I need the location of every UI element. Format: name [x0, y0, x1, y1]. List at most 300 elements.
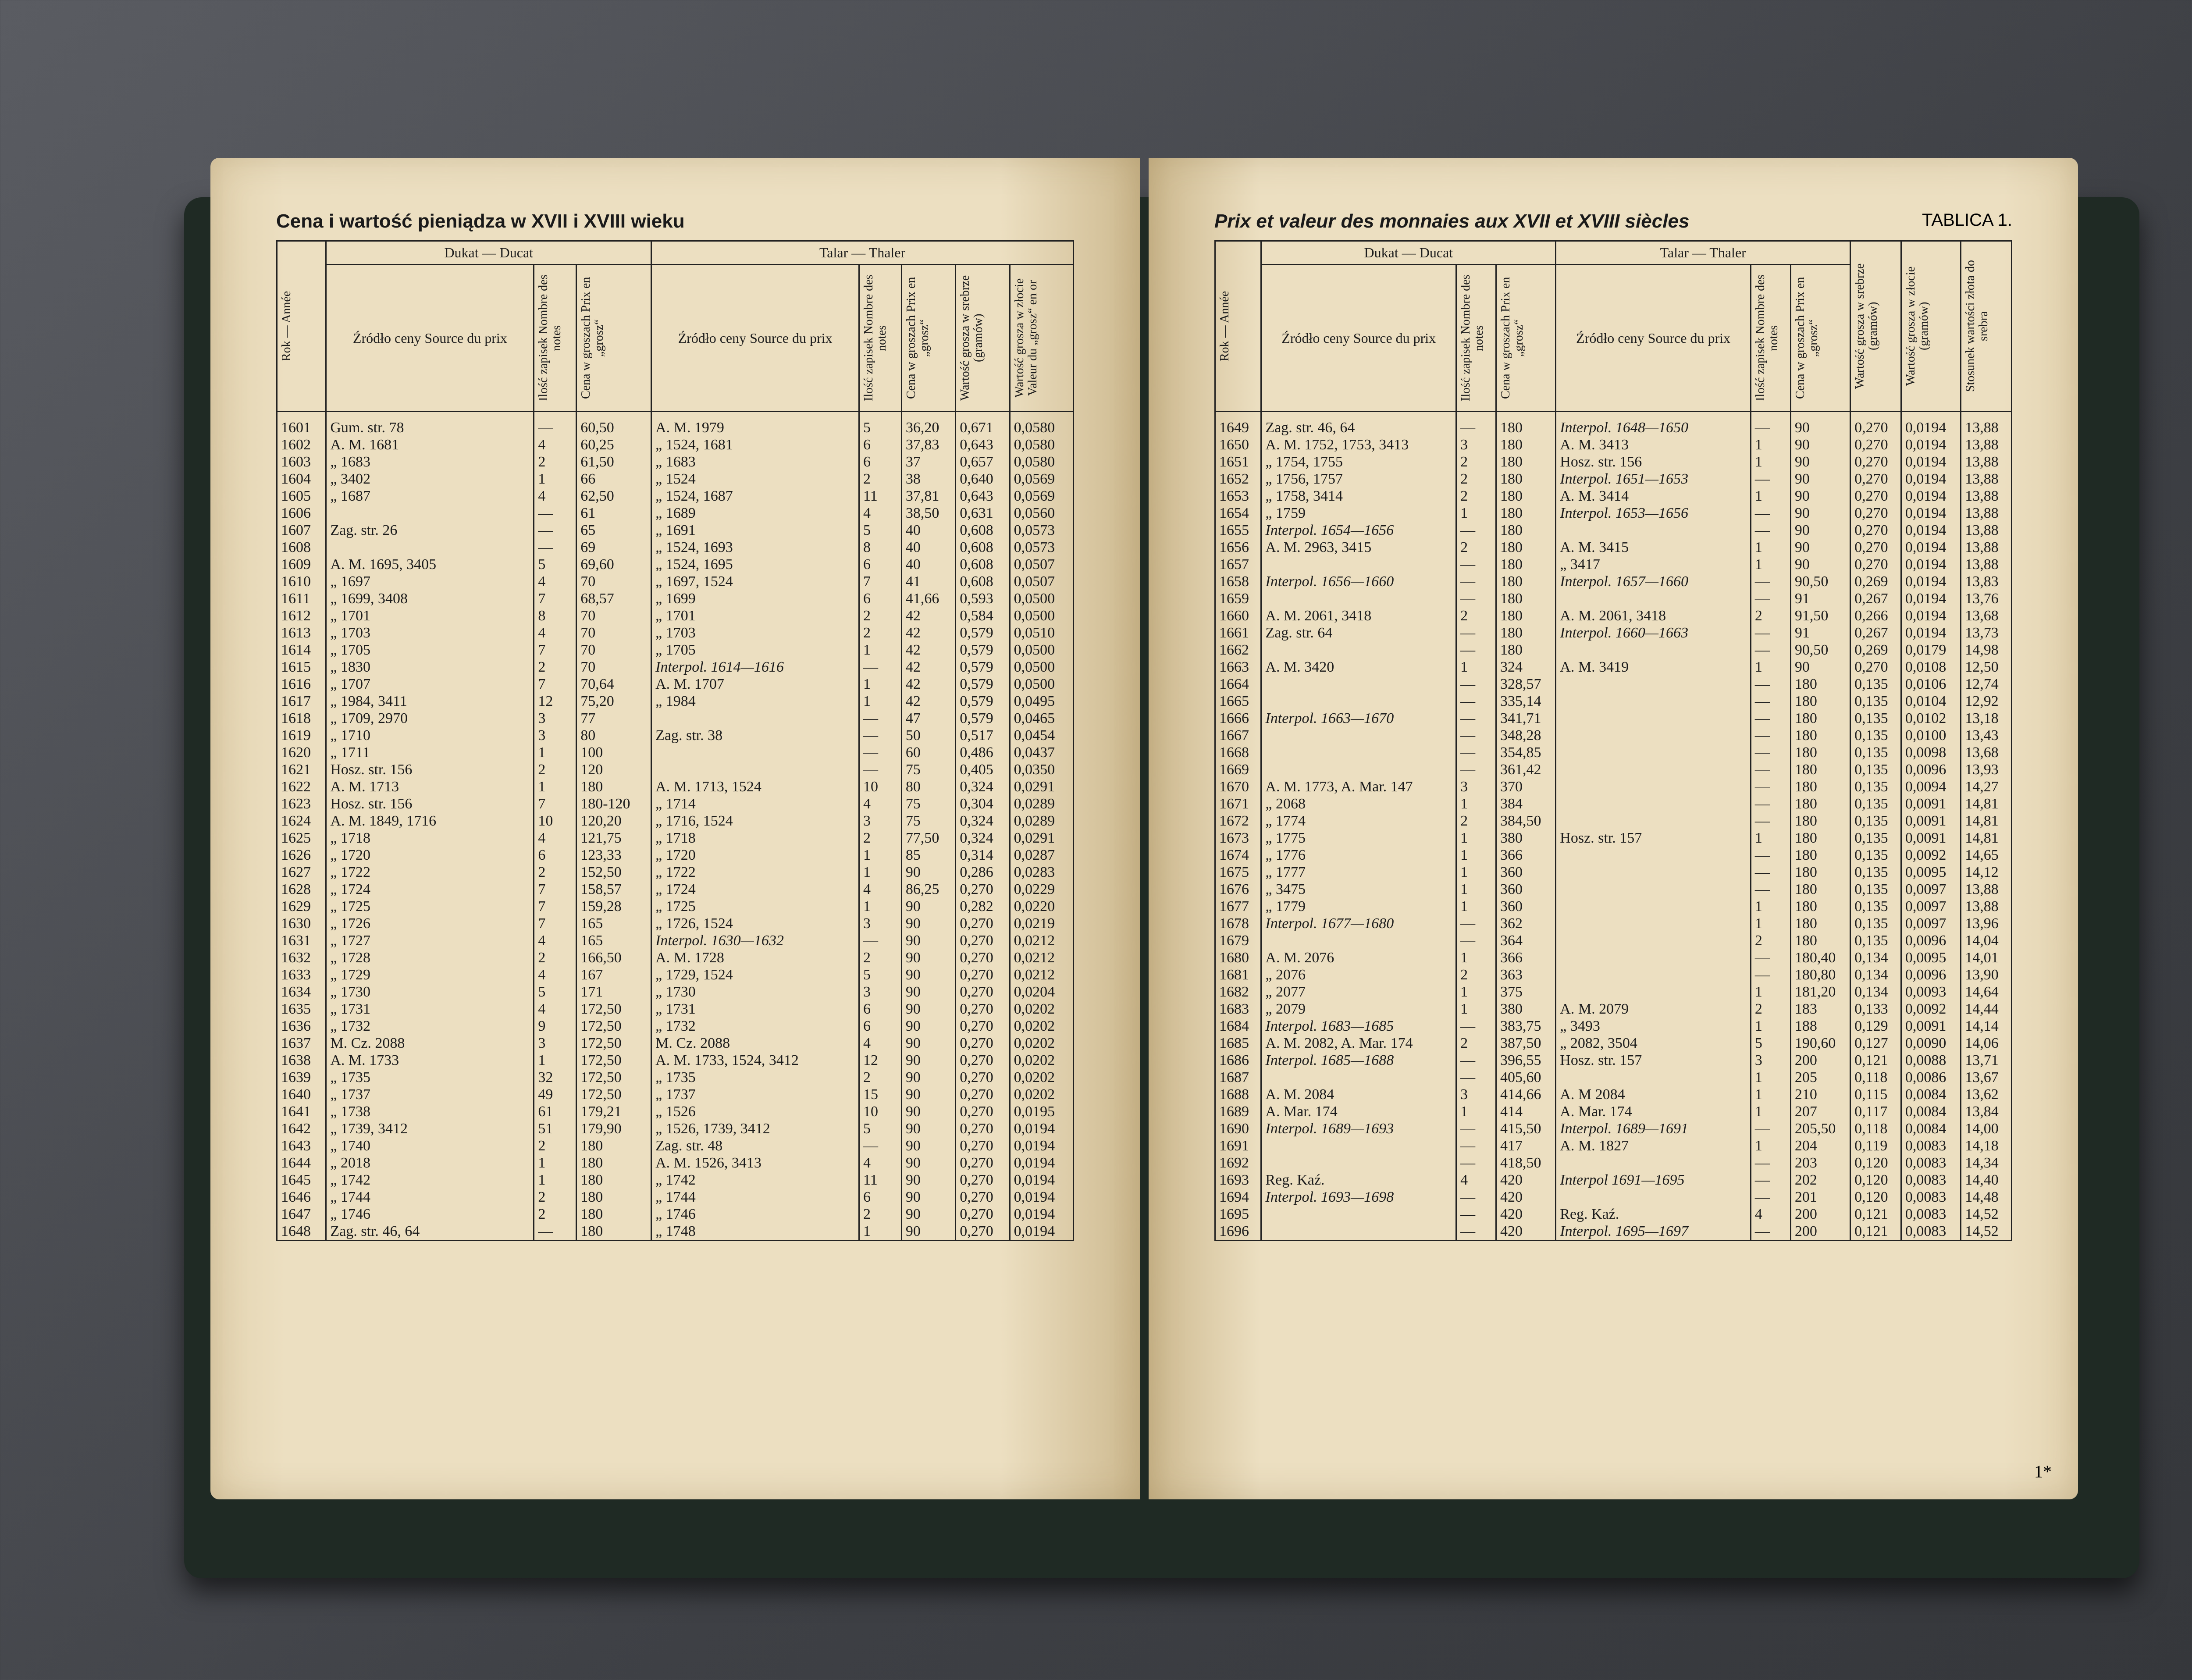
table-cell: — — [1456, 1069, 1496, 1086]
table-cell: 0,0194 — [1901, 573, 1961, 590]
table-cell: 70 — [576, 607, 651, 624]
table-cell: 1 — [859, 693, 902, 710]
table-cell: 328,57 — [1496, 676, 1555, 693]
table-cell: 1607 — [277, 522, 326, 539]
table-cell: 0,282 — [956, 898, 1010, 915]
table-cell: 11 — [859, 488, 902, 505]
table-cell: 363 — [1496, 966, 1555, 983]
table-cell: 41,66 — [901, 590, 955, 607]
table-row — [1215, 966, 2012, 983]
table-cell — [1261, 1223, 1456, 1241]
table-cell: 90 — [901, 949, 955, 966]
table-cell: 14,52 — [1961, 1206, 2012, 1223]
table-cell: 13,88 — [1961, 539, 2012, 556]
table-cell: „ 1709, 2970 — [326, 710, 534, 727]
table-cell — [1556, 864, 1751, 881]
table-cell: 90 — [901, 1189, 955, 1206]
table-cell: 0,134 — [1850, 949, 1901, 966]
table-cell: 370 — [1496, 778, 1555, 795]
table-cell: 1 — [1456, 983, 1496, 1000]
table-cell: 6 — [534, 847, 576, 864]
table-cell: 90 — [901, 1154, 955, 1171]
table-cell: „ 1524, 1693 — [651, 539, 859, 556]
table-cell: 2 — [1456, 539, 1496, 556]
table-cell: 61,50 — [576, 453, 651, 470]
table-cell: 0,579 — [956, 658, 1010, 676]
table-cell: 171 — [576, 983, 651, 1000]
table-cell: 5 — [534, 556, 576, 573]
table-cell — [1261, 761, 1456, 778]
table-cell: „ 1524, 1681 — [651, 436, 859, 453]
table-cell: Zag. str. 38 — [651, 727, 859, 744]
table-cell: 4 — [859, 505, 902, 522]
table-row — [1215, 1154, 2012, 1171]
table-cell: 0,0194 — [1010, 1120, 1073, 1137]
table-cell: 0,0500 — [1010, 658, 1073, 676]
table-cell: 2 — [534, 1137, 576, 1154]
table-row — [277, 932, 1074, 949]
table-cell: A. M. 1681 — [326, 436, 534, 453]
table-cell: 5 — [1751, 1035, 1790, 1052]
table-cell: 14,34 — [1961, 1154, 2012, 1171]
table-cell: 0,0500 — [1010, 676, 1073, 693]
table-cell: 180 — [1790, 915, 1850, 932]
table-cell: „ 1714 — [651, 795, 859, 812]
table-cell: „ 1740 — [326, 1137, 534, 1154]
table-cell — [1556, 1069, 1751, 1086]
table-cell: 0,0291 — [1010, 778, 1073, 795]
table-cell: 1658 — [1215, 573, 1261, 590]
table-cell: 1 — [859, 864, 902, 881]
table-cell: Hosz. str. 156 — [326, 761, 534, 778]
table-cell: 420 — [1496, 1189, 1555, 1206]
table-cell: 90 — [901, 1137, 955, 1154]
table-cell: 172,50 — [576, 1086, 651, 1103]
table-row — [1215, 1018, 2012, 1035]
table-row — [1215, 761, 2012, 778]
table-cell: 7 — [859, 573, 902, 590]
table-row — [1215, 1189, 2012, 1206]
table-cell: 70 — [576, 641, 651, 658]
table-cell: 70 — [576, 624, 651, 641]
table-cell: 0,135 — [1850, 761, 1901, 778]
table-cell: 1622 — [277, 778, 326, 795]
table-cell: 0,135 — [1850, 727, 1901, 744]
table-cell: — — [1751, 693, 1790, 710]
table-cell: 0,671 — [956, 412, 1010, 437]
table-cell: 120 — [576, 761, 651, 778]
table-cell: 1627 — [277, 864, 326, 881]
col-year: Rok — Année — [1215, 241, 1261, 412]
table-cell: 383,75 — [1496, 1018, 1555, 1035]
table-cell: „ 1689 — [651, 505, 859, 522]
table-cell: „ 1703 — [326, 624, 534, 641]
table-cell: Zag. str. 64 — [1261, 624, 1456, 641]
table-cell: 0,0194 — [1901, 607, 1961, 624]
table-cell — [1261, 676, 1456, 693]
table-cell: 1646 — [277, 1189, 326, 1206]
table-cell: A. M. 2076 — [1261, 949, 1456, 966]
table-cell: 0,270 — [956, 966, 1010, 983]
table-cell: 179,21 — [576, 1103, 651, 1120]
table-cell: 0,579 — [956, 693, 1010, 710]
table-cell: 180 — [1790, 744, 1850, 761]
table-cell: 0,270 — [956, 1018, 1010, 1035]
table-cell: 1675 — [1215, 864, 1261, 881]
table-cell: 180 — [1496, 436, 1555, 453]
table-cell: „ 1729, 1524 — [651, 966, 859, 983]
table-cell: 13,90 — [1961, 966, 2012, 983]
table-cell: „ 1730 — [651, 983, 859, 1000]
table-cell: 1693 — [1215, 1171, 1261, 1189]
table-cell: 0,269 — [1850, 641, 1901, 658]
table-cell: 0,135 — [1850, 932, 1901, 949]
table-row — [277, 864, 1074, 881]
table-cell: A. M. 2082, A. Mar. 174 — [1261, 1035, 1456, 1052]
table-cell: „ 1703 — [651, 624, 859, 641]
table-cell: „ 1711 — [326, 744, 534, 761]
table-cell: 1605 — [277, 488, 326, 505]
table-cell: 1612 — [277, 607, 326, 624]
table-row — [277, 1000, 1074, 1018]
table-cell: — — [1751, 1223, 1790, 1241]
table-cell: 14,04 — [1961, 932, 2012, 949]
table-cell — [1261, 556, 1456, 573]
table-cell: Zag. str. 46, 64 — [326, 1223, 534, 1241]
table-cell: — — [1456, 1052, 1496, 1069]
table-cell: 172,50 — [576, 1000, 651, 1018]
table-cell — [1556, 812, 1751, 829]
table-cell: 0,0495 — [1010, 693, 1073, 710]
table-cell: 1682 — [1215, 983, 1261, 1000]
table-cell: 207 — [1790, 1103, 1850, 1120]
table-cell: 90 — [901, 864, 955, 881]
table-cell: 14,18 — [1961, 1137, 2012, 1154]
table-cell — [1556, 949, 1751, 966]
table-cell: — — [1751, 761, 1790, 778]
table-cell: 0,0202 — [1010, 1069, 1073, 1086]
table-cell — [1556, 966, 1751, 983]
table-cell: 41 — [901, 573, 955, 590]
table-row — [1215, 488, 2012, 505]
table-cell: 8 — [859, 539, 902, 556]
table-cell: 9 — [534, 1018, 576, 1035]
table-cell: — — [1456, 932, 1496, 949]
table-cell: 0,270 — [956, 1171, 1010, 1189]
table-cell: Interpol. 1663—1670 — [1261, 710, 1456, 727]
table-cell: 0,121 — [1850, 1052, 1901, 1069]
table-cell: 1678 — [1215, 915, 1261, 932]
table-cell: 11 — [859, 1171, 902, 1189]
table-cell: 0,270 — [1850, 539, 1901, 556]
table-cell: Interpol. 1660—1663 — [1556, 624, 1751, 641]
table-cell: 172,50 — [576, 1035, 651, 1052]
table-cell: 180 — [1496, 453, 1555, 470]
table-cell: 90 — [1790, 505, 1850, 522]
table-cell: 1623 — [277, 795, 326, 812]
right-page — [1149, 158, 2078, 1499]
table-row — [1215, 539, 2012, 556]
table-cell: 0,118 — [1850, 1069, 1901, 1086]
table-cell: 0,0084 — [1901, 1086, 1961, 1103]
table-cell: 1645 — [277, 1171, 326, 1189]
table-cell: 1 — [534, 744, 576, 761]
table-row — [277, 966, 1074, 983]
table-cell: 90 — [901, 1120, 955, 1137]
table-cell: Hosz. str. 157 — [1556, 829, 1751, 847]
table-row — [277, 1154, 1074, 1171]
table-cell: 360 — [1496, 898, 1555, 915]
table-cell: „ 1732 — [326, 1018, 534, 1035]
table-cell: 0,270 — [956, 915, 1010, 932]
table-cell: 1647 — [277, 1206, 326, 1223]
table-cell: 0,486 — [956, 744, 1010, 761]
table-cell: „ 1746 — [326, 1206, 534, 1223]
table-cell: 180 — [576, 1223, 651, 1241]
table-cell: „ 1774 — [1261, 812, 1456, 829]
table-cell: 0,270 — [956, 1154, 1010, 1171]
table-cell: 90 — [901, 983, 955, 1000]
table-cell: 13,76 — [1961, 590, 2012, 607]
table-cell: 180 — [1790, 727, 1850, 744]
table-cell: 0,579 — [956, 676, 1010, 693]
table-cell: 0,121 — [1850, 1206, 1901, 1223]
table-cell: 2 — [534, 949, 576, 966]
table-cell: 1662 — [1215, 641, 1261, 658]
table-cell: 3 — [534, 1035, 576, 1052]
table-cell: 0,631 — [956, 505, 1010, 522]
table-cell: 0,135 — [1850, 829, 1901, 847]
left-page-title: Cena i wartość pieniądza w XVII i XVIII wieku — [276, 210, 685, 232]
table-cell: „ 1727 — [326, 932, 534, 949]
table-row — [1215, 573, 2012, 590]
table-cell: 1616 — [277, 676, 326, 693]
table-cell: 152,50 — [576, 864, 651, 881]
table-cell: 0,0091 — [1901, 1018, 1961, 1035]
table-cell: 2 — [1456, 1035, 1496, 1052]
table-cell: 0,135 — [1850, 864, 1901, 881]
table-cell: 5 — [859, 412, 902, 437]
table-cell: — — [1456, 676, 1496, 693]
table-cell: 49 — [534, 1086, 576, 1103]
table-row — [277, 778, 1074, 795]
table-cell: 6 — [859, 590, 902, 607]
table-cell: 415,50 — [1496, 1120, 1555, 1137]
table-cell: 1673 — [1215, 829, 1261, 847]
col-gold: Wartość grosza w złocie Valeur du „grosz“ en or — [1010, 265, 1073, 412]
table-cell: 10 — [859, 1103, 902, 1120]
table-cell: 2 — [859, 1206, 902, 1223]
table-row — [277, 1103, 1074, 1120]
table-cell: — — [1751, 847, 1790, 864]
table-cell: 0,270 — [956, 1103, 1010, 1120]
table-cell: 1636 — [277, 1018, 326, 1035]
table-cell: 1 — [859, 847, 902, 864]
table-cell: 158,57 — [576, 881, 651, 898]
table-cell: 0,270 — [956, 1120, 1010, 1137]
table-cell — [326, 539, 534, 556]
table-cell: 1650 — [1215, 436, 1261, 453]
table-row — [277, 505, 1074, 522]
table-cell: Zag. str. 48 — [651, 1137, 859, 1154]
table-row — [277, 744, 1074, 761]
table-cell: 0,0573 — [1010, 522, 1073, 539]
table-cell: 0,270 — [956, 1000, 1010, 1018]
table-cell: „ 1776 — [1261, 847, 1456, 864]
table-cell: 13,96 — [1961, 915, 2012, 932]
table-cell: 1 — [534, 1052, 576, 1069]
table-cell: 0,0096 — [1901, 932, 1961, 949]
table-cell: 8 — [534, 607, 576, 624]
table-cell: 1644 — [277, 1154, 326, 1171]
table-cell: 75 — [901, 812, 955, 829]
table-cell: 0,0091 — [1901, 829, 1961, 847]
table-row — [277, 795, 1074, 812]
table-cell: 420 — [1496, 1223, 1555, 1241]
table-row — [277, 470, 1074, 488]
table-cell: 70 — [576, 573, 651, 590]
table-cell: — — [1751, 624, 1790, 641]
table-row — [277, 412, 1074, 437]
table-cell: 3 — [1751, 1052, 1790, 1069]
table-cell: A. M. 3413 — [1556, 436, 1751, 453]
table-cell: 1643 — [277, 1137, 326, 1154]
table-row — [1215, 744, 2012, 761]
table-cell: A. M. 1733 — [326, 1052, 534, 1069]
table-cell: 7 — [534, 590, 576, 607]
col-group-thaler: Talar — Thaler — [651, 241, 1074, 265]
table-cell — [1556, 898, 1751, 915]
table-cell: 0,0194 — [1010, 1223, 1073, 1241]
table-cell: 1 — [859, 676, 902, 693]
table-cell: 0,643 — [956, 488, 1010, 505]
col-price: Cena w groszach Prix en „grosz“ — [901, 265, 955, 412]
table-cell: 42 — [901, 624, 955, 641]
table-cell — [1556, 915, 1751, 932]
table-cell: — — [859, 932, 902, 949]
table-cell: 0,0094 — [1901, 778, 1961, 795]
table-cell: — — [1456, 744, 1496, 761]
table-cell: 0,0194 — [1010, 1171, 1073, 1189]
table-cell: 0,118 — [1850, 1120, 1901, 1137]
table-cell: — — [1751, 641, 1790, 658]
table-cell: 335,14 — [1496, 693, 1555, 710]
table-cell: 362 — [1496, 915, 1555, 932]
table-cell: 180 — [576, 1137, 651, 1154]
table-cell: 1 — [534, 1171, 576, 1189]
table-cell: 210 — [1790, 1086, 1850, 1103]
table-cell: „ 1710 — [326, 727, 534, 744]
table-cell: 14,01 — [1961, 949, 2012, 966]
table-cell: 0,270 — [1850, 453, 1901, 470]
table-cell: „ 1705 — [651, 641, 859, 658]
table-cell: „ 1984, 3411 — [326, 693, 534, 710]
table-cell: „ 1716, 1524 — [651, 812, 859, 829]
table-cell: 0,270 — [1850, 658, 1901, 676]
table-cell: 180 — [1496, 641, 1555, 658]
table-cell: 0,0569 — [1010, 488, 1073, 505]
table-cell: A. M. 1849, 1716 — [326, 812, 534, 829]
table-cell: „ 2018 — [326, 1154, 534, 1171]
table-cell: 37,83 — [901, 436, 955, 453]
table-cell: 180 — [1496, 412, 1555, 437]
table-cell: 366 — [1496, 949, 1555, 966]
table-cell: 14,44 — [1961, 1000, 2012, 1018]
table-cell: 15 — [859, 1086, 902, 1103]
table-cell: 1 — [1751, 658, 1790, 676]
table-cell: A. M. 2084 — [1261, 1086, 1456, 1103]
table-cell: 86,25 — [901, 881, 955, 898]
table-cell: — — [1751, 522, 1790, 539]
table-row — [277, 693, 1074, 710]
table-cell: 1659 — [1215, 590, 1261, 607]
table-cell: 91 — [1790, 624, 1850, 641]
table-cell: 13,88 — [1961, 898, 2012, 915]
table-cell: 0,270 — [956, 932, 1010, 949]
table-cell: „ 1718 — [326, 829, 534, 847]
table-cell: 0,0560 — [1010, 505, 1073, 522]
table-cell: 172,50 — [576, 1069, 651, 1086]
table-cell: 1694 — [1215, 1189, 1261, 1206]
table-row — [1215, 658, 2012, 676]
table-cell: „ 1758, 3414 — [1261, 488, 1456, 505]
table-cell: 90 — [1790, 436, 1850, 453]
table-cell: 1695 — [1215, 1206, 1261, 1223]
table-row — [277, 573, 1074, 590]
table-cell: 1637 — [277, 1035, 326, 1052]
table-cell: 180 — [1790, 932, 1850, 949]
table-row — [277, 1206, 1074, 1223]
table-cell: 0,0580 — [1010, 436, 1073, 453]
table-cell: 90 — [1790, 658, 1850, 676]
table-cell: 4 — [1751, 1206, 1790, 1223]
table-cell: 1 — [1456, 881, 1496, 898]
table-cell: — — [859, 658, 902, 676]
table-cell: 1 — [1456, 847, 1496, 864]
table-cell: 0,135 — [1850, 915, 1901, 932]
table-cell: „ 1744 — [651, 1189, 859, 1206]
table-cell: „ 1731 — [651, 1000, 859, 1018]
table-cell: 1608 — [277, 539, 326, 556]
table-cell: A. M. 1827 — [1556, 1137, 1751, 1154]
table-cell: 180 — [1496, 607, 1555, 624]
table-cell: 0,266 — [1850, 607, 1901, 624]
table-cell: „ 1735 — [326, 1069, 534, 1086]
table-row — [1215, 710, 2012, 727]
table-cell: 42 — [901, 693, 955, 710]
table-cell: 0,0091 — [1901, 795, 1961, 812]
table-cell: 0,0100 — [1901, 727, 1961, 744]
table-cell: 13,88 — [1961, 488, 2012, 505]
table-cell: 0,304 — [956, 795, 1010, 812]
table-row — [1215, 607, 2012, 624]
table-cell: „ 2079 — [1261, 1000, 1456, 1018]
table-cell: 7 — [534, 641, 576, 658]
table-cell: 0,0507 — [1010, 556, 1073, 573]
table-row — [277, 1018, 1074, 1035]
table-cell: 0,0510 — [1010, 624, 1073, 641]
table-cell: 180 — [576, 1154, 651, 1171]
table-cell: 1692 — [1215, 1154, 1261, 1171]
table-cell: 1685 — [1215, 1035, 1261, 1052]
table-cell: „ 2082, 3504 — [1556, 1035, 1751, 1052]
table-cell: 3 — [1456, 436, 1496, 453]
table-cell: 38 — [901, 470, 955, 488]
table-cell: Interpol. 1654—1656 — [1261, 522, 1456, 539]
table-cell: 1654 — [1215, 505, 1261, 522]
table-cell: 3 — [1456, 1086, 1496, 1103]
table-cell: 0,0289 — [1010, 812, 1073, 829]
